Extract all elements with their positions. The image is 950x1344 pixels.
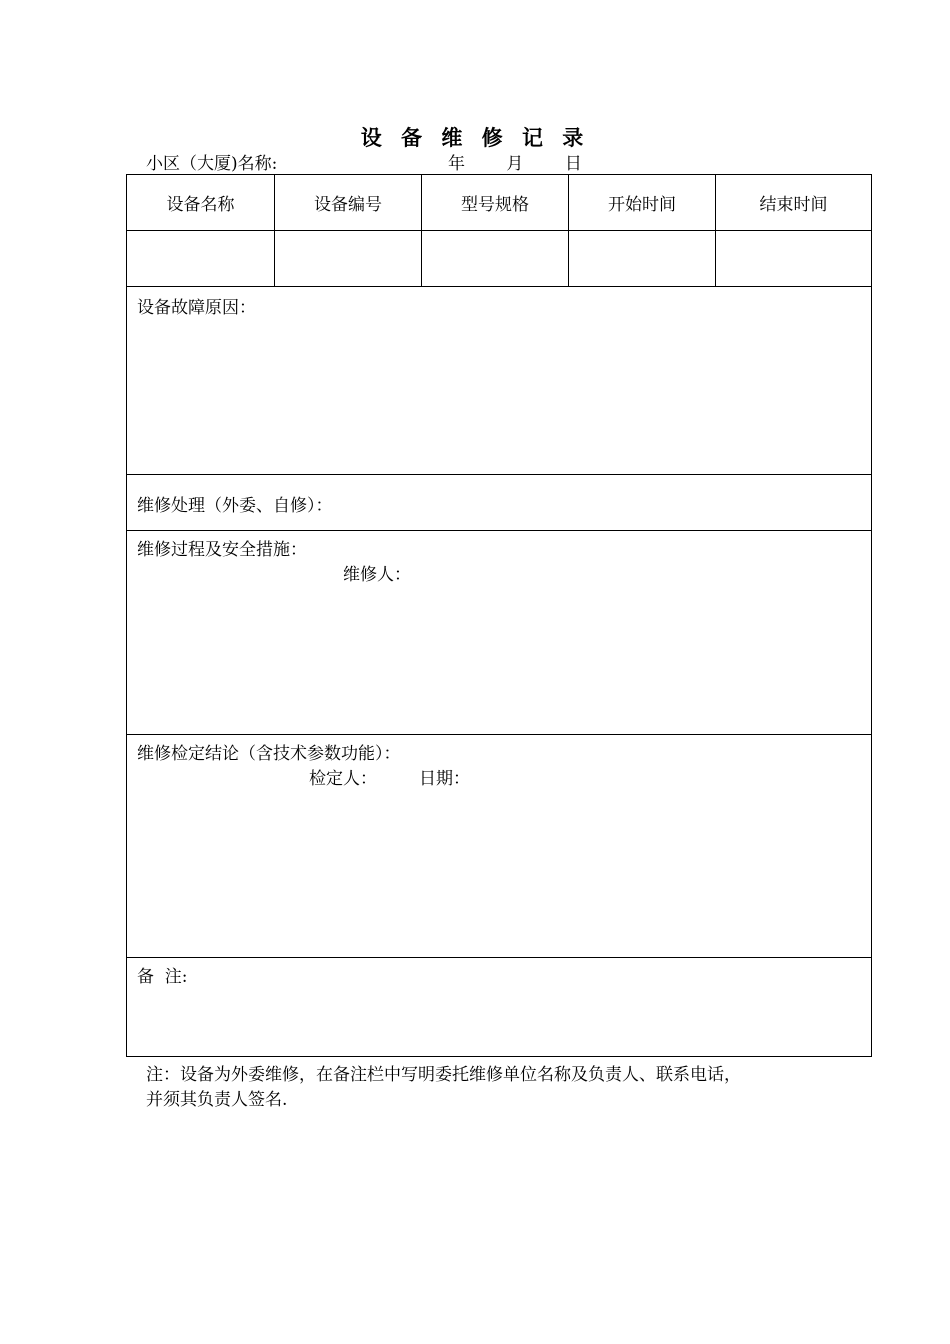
date-field <box>448 149 582 174</box>
date-day-label: 日 <box>564 154 582 174</box>
conclusion-section[interactable] <box>127 735 871 958</box>
community-name-label: 小区（大厦)名称: <box>146 154 278 174</box>
equipment-name-cell[interactable] <box>127 231 275 286</box>
header-model-spec: 型号规格 <box>422 175 569 230</box>
table-header-row <box>127 175 871 231</box>
handling-section[interactable] <box>127 475 871 531</box>
handling-label: 维修处理（外委、自修）： <box>137 496 333 516</box>
inspect-date-label: 日期： <box>419 769 470 789</box>
process-safety-section[interactable] <box>127 531 871 735</box>
header-start-time: 开始时间 <box>569 175 716 230</box>
remarks-section[interactable] <box>127 958 871 1056</box>
header-equipment-name: 设备名称 <box>127 175 275 230</box>
date-month-label: 月 <box>506 154 524 174</box>
conclusion-label: 维修检定结论（含技术参数功能）： <box>137 744 401 764</box>
fault-cause-label: 设备故障原因： <box>137 298 256 318</box>
repairer-label: 维修人： <box>343 565 411 585</box>
end-time-cell[interactable] <box>716 231 871 286</box>
page-title: 设 备 维 修 记 录 <box>360 125 590 150</box>
footnote-line-2: 并须其负责人签名. <box>146 1090 288 1110</box>
equipment-number-cell[interactable] <box>275 231 422 286</box>
inspector-label: 检定人： <box>309 769 377 789</box>
start-time-cell[interactable] <box>569 231 716 286</box>
maintenance-record-form <box>126 174 872 1057</box>
header-equipment-number: 设备编号 <box>275 175 422 230</box>
table-value-row <box>127 231 871 287</box>
process-safety-label: 维修过程及安全措施： <box>137 540 307 560</box>
footnote-line-1: 注：设备为外委维修，在备注栏中写明委托维修单位名称及负责人、联系电话， <box>146 1065 741 1085</box>
model-spec-cell[interactable] <box>422 231 569 286</box>
remarks-label: 备 注: <box>137 967 188 987</box>
date-year-label: 年 <box>448 154 465 174</box>
header-end-time: 结束时间 <box>759 195 828 215</box>
fault-cause-section[interactable] <box>127 287 871 475</box>
